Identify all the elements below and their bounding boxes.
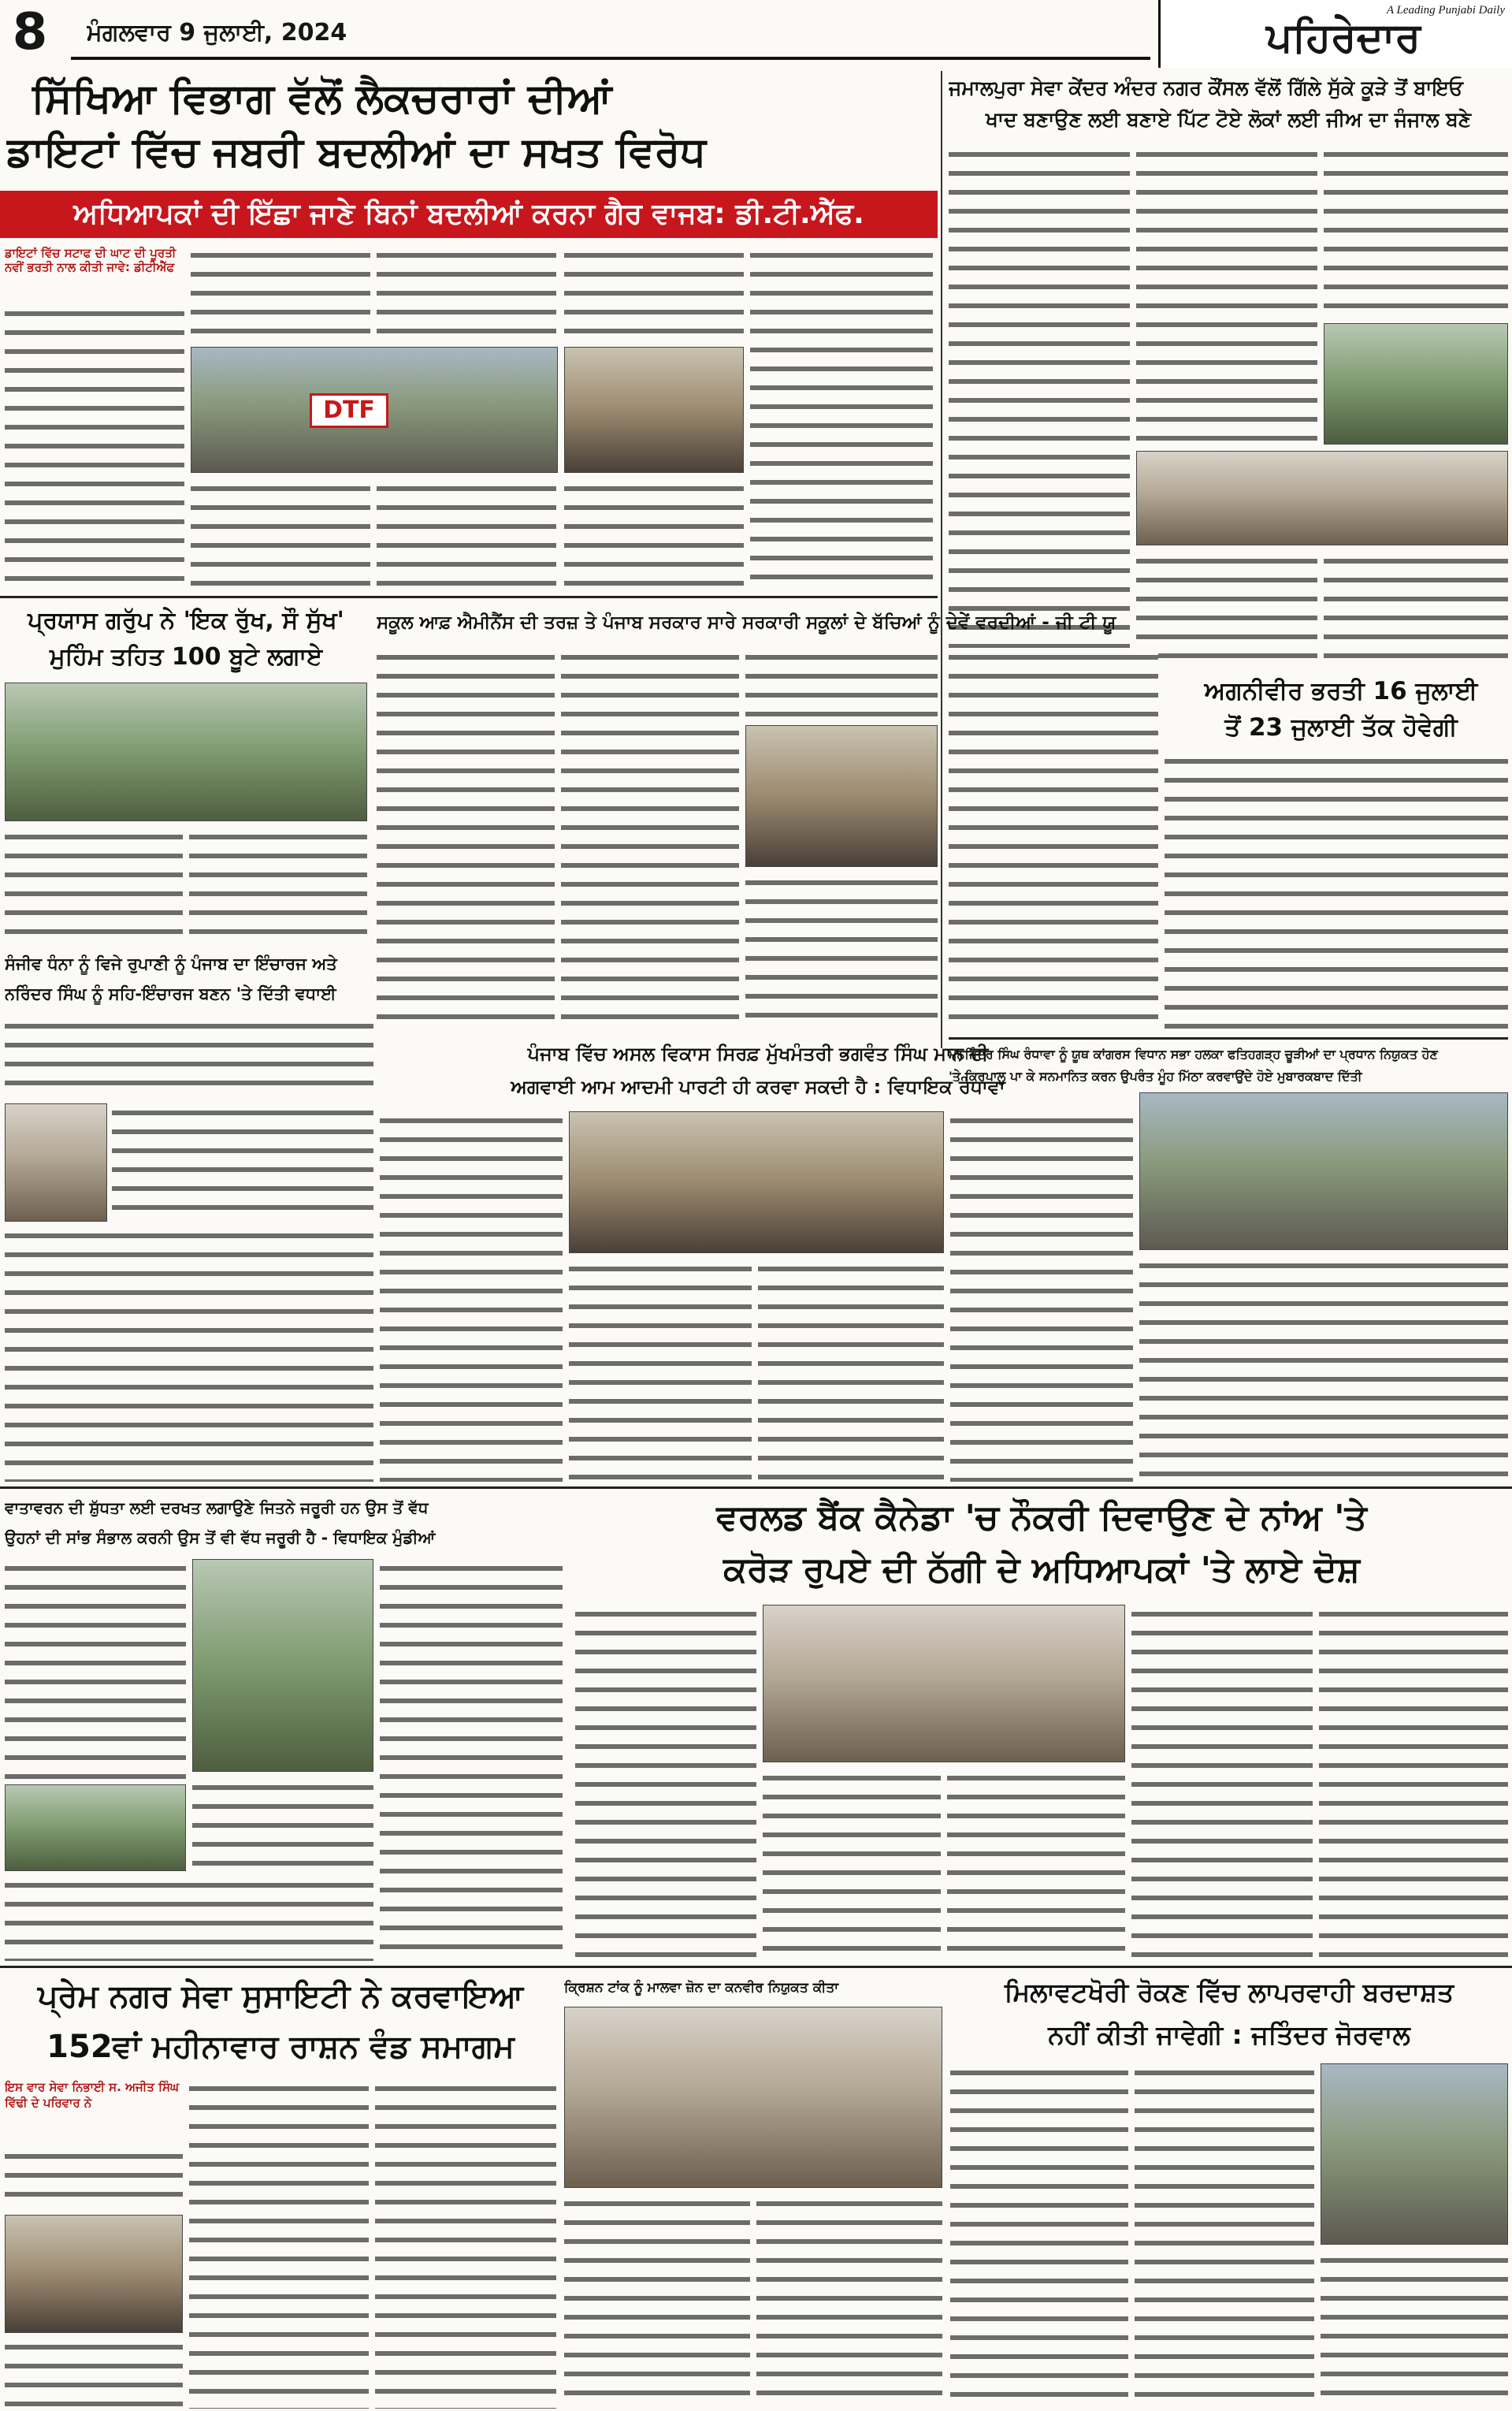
worldbank-photo (763, 1605, 1125, 1762)
dhanna-headline-line2: ਨਰਿੰਦਰ ਸਿੰਘ ਨੂੰ ਸਹਿ-ਇੰਚਾਰਜ ਬਣਨ 'ਤੇ ਦਿੱਤੀ ਵਧਾਈ (5, 984, 336, 1003)
dhanna-body-side (112, 1103, 373, 1222)
tree-headline-line1: ਪ੍ਰਯਾਸ ਗਰੁੱਪ ਨੇ 'ਇਕ ਰੁੱਖ, ਸੌ ਸੁੱਖ' (28, 607, 344, 634)
jamalpura-headline-line1: ਜਮਾਲਪੁਰਾ ਸੇਵਾ ਕੇਂਦਰ ਅੰਦਰ ਨਗਰ ਕੌਂਸਲ ਵੱਲੋਂ ਗਿੱਲੇ ਸੁੱਕੇ ਕੂੜੇ ਤੋਂ ਬਾਇਓ (949, 76, 1463, 99)
malwa-photo (564, 2007, 942, 2188)
environment-headline-line1: ਵਾਤਾਵਰਨ ਦੀ ਸ਼ੁੱਧਤਾ ਲਈ ਦਰਖਤ ਲਗਾਉਣੇ ਜਿਤਨੇ ਜਰੂਰੀ ਹਨ ਉਸ ਤੋਂ ਵੱਧ (5, 1498, 429, 1517)
lead-body-col2-bottom (191, 479, 370, 590)
randhawa-body-col1 (380, 1111, 563, 1482)
environment-body-col3 (380, 1559, 563, 1961)
lead-body-col3-top (377, 246, 556, 340)
worldbank-headline-line1: ਵਰਲਡ ਬੈਂਕ ਕੈਨੇਡਾ 'ਚ ਨੌਕਰੀ ਦਿਵਾਉਣ ਦੇ ਨਾਂਅ 'ਤੇ (716, 1498, 1367, 1538)
school-body-col3-bottom (745, 873, 938, 1026)
randhawa-headline-line1: ਪੰਜਾਬ ਵਿੱਚ ਅਸਲ ਵਿਕਾਸ ਸਿਰਫ਼ ਮੁੱਖਮੰਤਰੀ ਭਗਵੰਤ ਸਿੰਘ ਮਾਨ ਦੀ (527, 1043, 989, 1065)
jamalpura-photo-2 (1136, 451, 1508, 545)
section-rule-bottom (0, 1966, 1512, 1968)
environment-headline-line2: ਉਹਨਾਂ ਦੀ ਸਾਂਭ ਸੰਭਾਲ ਕਰਨੀ ਉਸ ਤੋਂ ਵੀ ਵੱਧ ਜਰੂਰੀ ਹੈ - ਵਿਧਾਇਕ ਮੁੰਡੀਆਂ (5, 1528, 436, 1547)
lead-subheadline: ਅਧਿਆਪਕਾਂ ਦੀ ਇੱਛਾ ਜਾਣੇ ਬਿਨਾਂ ਬਦਲੀਆਂ ਕਰਨਾ ਗੈਰ ਵਾਜਬ: ਡੀ.ਟੀ.ਐੱਫ. (0, 191, 938, 238)
premnagar-byline: ਇਸ ਵਾਰ ਸੇਵਾ ਨਿਭਾਈ ਸ. ਅਜੀਤ ਸਿੰਘ ਵਿੱਢੀ ਦੇ ਪਰਿਵਾਰ ਨੇ (5, 2080, 180, 2110)
lead-body-col2-top (191, 246, 370, 340)
premnagar-body-col2 (189, 2079, 369, 2409)
dhanna-headline-line1: ਸੰਜੀਵ ਧੰਨਾ ਨੂੰ ਵਿਜੇ ਰੁਪਾਣੀ ਨੂੰ ਪੰਜਾਬ ਦਾ ਇੰਚਾਰਜ ਅਤੇ (5, 954, 337, 973)
masthead-rule (71, 57, 1150, 60)
malwa-headline: ਕ੍ਰਿਸ਼ਨ ਟਾਂਕ ਨੂੰ ਮਾਲਵਾ ਜ਼ੋਨ ਦਾ ਕਨਵੀਰ ਨਿਯੁਕਤ ਕੀਤਾ (564, 1980, 839, 1996)
school-body-col3-top (745, 648, 938, 720)
premnagar-body-col3 (375, 2079, 556, 2409)
lead-body-col5 (750, 246, 933, 590)
lead-headline-line1: ਸਿੱਖਿਆ ਵਿਭਾਗ ਵੱਲੋਂ ਲੈਕਚਰਾਰਾਂ ਦੀਆਂ (32, 75, 612, 122)
paper-tagline: A Leading Punjabi Daily (1386, 4, 1505, 17)
tree-photo (5, 683, 367, 821)
lead-photo-2 (564, 347, 744, 473)
tree-headline-line2: ਮੁਹਿੰਮ ਤਹਿਤ 100 ਬੂਟੇ ਲਗਾਏ (49, 643, 323, 671)
premnagar-headline-line2: 152ਵਾਂ ਮਹੀਨਾਵਾਰ ਰਾਸ਼ਨ ਵੰਡ ਸਮਾਗਮ (46, 2029, 515, 2065)
school-body-col2 (561, 648, 739, 1026)
lead-body-col4-top (564, 246, 744, 340)
congress-headline-line2: 'ਤੇ ਕਿਰਪਾਲੂ ਪਾ ਕੇ ਸਨਮਾਨਿਤ ਕਰਨ ਉਪਰੰਤ ਮੂੰਹ ਮਿੱਠਾ ਕਰਵਾਉਂਦੇ ਹੋਏ ਮੁਬਾਰਕਬਾਦ ਦਿੱਤੀ (949, 1069, 1362, 1084)
worldbank-body-col1 (575, 1605, 756, 1961)
lead-headline-line2: ਡਾਇਟਾਂ ਵਿੱਚ ਜਬਰੀ ਬਦਲੀਆਂ ਦਾ ਸਖਤ ਵਿਰੋਧ (6, 128, 707, 176)
malwa-body-col1 (564, 2194, 750, 2409)
jamalpura-photo (1324, 323, 1508, 445)
worldbank-body-col5 (1319, 1605, 1508, 1961)
lead-photo (191, 347, 558, 473)
worldbank-body-col3 (947, 1769, 1125, 1961)
adulteration-headline-line1: ਮਿਲਾਵਟਖੋਰੀ ਰੋਕਣ ਵਿੱਚ ਲਾਪਰਵਾਹੀ ਬਰਦਾਸ਼ਤ (1004, 1977, 1454, 2007)
environment-body-col2 (192, 1778, 373, 1871)
school-body-col1 (377, 648, 555, 1026)
randhawa-body-col3 (758, 1259, 944, 1482)
paper-name: ਪਹਿਰੇਦਾਰ (1266, 13, 1421, 61)
lead-body-col3-bottom (377, 479, 556, 590)
premnagar-headline-line1: ਪ੍ਰੇਮ ਨਗਰ ਸੇਵਾ ਸੁਸਾਇਟੀ ਨੇ ਕਰਵਾਇਆ (37, 1978, 524, 2015)
congress-body (1139, 1256, 1508, 1482)
agniveer-body (1165, 752, 1508, 1036)
agniveer-headline-line2: ਤੋਂ 23 ਜੁਲਾਈ ਤੱਕ ਹੋਵੇਗੀ (1224, 713, 1458, 742)
tree-body-col1 (5, 828, 183, 946)
randhawa-photo (569, 1111, 944, 1253)
adulteration-body-col2 (1135, 2063, 1314, 2409)
dhanna-body-top (5, 1017, 373, 1099)
congress-headline-line1: ਮਨਜਿੰਦਰ ਸਿੰਘ ਰੰਧਾਵਾ ਨੂੰ ਯੂਥ ਕਾਂਗਰਸ ਵਿਧਾਨ ਸਭਾ ਹਲਕਾ ਫਤਿਹਗੜ੍ਹ ਚੂੜੀਆਂ ਦਾ ਪ੍ਰਧਾਨ ਨਿਯੁਕਤ ਹੋਣ (949, 1047, 1438, 1062)
dhanna-portrait (5, 1103, 107, 1222)
column-divider (941, 71, 942, 1048)
randhawa-body-col2 (569, 1259, 752, 1482)
tree-body-col2 (189, 828, 367, 946)
school-body-col4 (949, 648, 1158, 1026)
worldbank-body-col4 (1131, 1605, 1313, 1961)
adulteration-photo (1321, 2063, 1508, 2245)
agniveer-headline-line1: ਅਗਨੀਵੀਰ ਭਰਤੀ 16 ਜੁਲਾਈ (1204, 677, 1478, 705)
dhanna-body-bottom (5, 1226, 373, 1482)
environment-photo-2 (5, 1784, 186, 1871)
page-number: 8 (12, 3, 48, 61)
lead-byline: ਡਾਇਟਾਂ ਵਿੱਚ ਸਟਾਫ ਦੀ ਘਾਟ ਦੀ ਪੂਰਤੀ ਨਵੀਂ ਭਰਤੀ ਨਾਲ ਕੀਤੀ ਜਾਵੇ: ਡੀਟੀਐੱਫ (5, 246, 176, 274)
section-rule (0, 596, 938, 598)
randhawa-headline-line2: ਅਗਵਾਈ ਆਮ ਆਦਮੀ ਪਾਰਟੀ ਹੀ ਕਰਵਾ ਸਕਦੀ ਹੈ : ਵਿਧਾਇਕ ਰੰਧਾਵਾ (511, 1076, 1005, 1098)
environment-photo (192, 1559, 373, 1772)
adulteration-body-col3 (1321, 2251, 1508, 2409)
adulteration-headline-line2: ਨਹੀਂ ਕੀਤੀ ਜਾਵੇਗੀ : ਜਤਿੰਦਰ ਜੋਰਵਾਲ (1048, 2019, 1410, 2050)
adulteration-body-col1 (950, 2063, 1128, 2409)
school-headline: ਸਕੂਲ ਆਫ਼ ਐਮੀਨੈਂਸ ਦੀ ਤਰਜ਼ ਤੇ ਪੰਜਾਬ ਸਰਕਾਰ ਸਾਰੇ ਸਰਕਾਰੀ ਸਕੂਲਾਂ ਦੇ ਬੱਚਿਆਂ ਨੂੰ ਦੇਵੇਂ ਵਰਦੀਆਂ - ਜੀ ਟੀ ਯੂ (377, 612, 1116, 633)
malwa-body-col2 (756, 2194, 942, 2409)
congress-photo (1139, 1092, 1508, 1250)
lead-body-col1 (5, 304, 184, 590)
jamalpura-body-col3 (1324, 145, 1508, 318)
school-photo (745, 725, 938, 867)
premnagar-body-col1-top (5, 2147, 183, 2210)
jamalpura-body-col3-bottom (1324, 552, 1508, 665)
lead-body-col4-bottom (564, 479, 744, 590)
randhawa-body-col4 (950, 1111, 1133, 1482)
worldbank-headline-line2: ਕਰੋੜ ਰੁਪਏ ਦੀ ਠੱਗੀ ਦੇ ਅਧਿਆਪਕਾਂ 'ਤੇ ਲਾਏ ਦੋਸ਼ (723, 1550, 1360, 1590)
environment-body-col1 (5, 1559, 186, 1780)
dtf-banner-text: DTF (310, 393, 388, 428)
jamalpura-body-col1 (949, 145, 1130, 665)
premnagar-body-col1-bottom (5, 2338, 183, 2409)
issue-date: ਮੰਗਲਵਾਰ 9 ਜੁਲਾਈ, 2024 (87, 19, 347, 47)
jamalpura-headline-line2: ਖਾਦ ਬਣਾਉਣ ਲਈ ਬਣਾਏ ਪਿੱਟ ਟੋਏ ਲੋਕਾਂ ਲਈ ਜੀਅ ਦਾ ਜੰਜਾਲ ਬਣੇ (985, 108, 1472, 131)
worldbank-body-col2 (763, 1769, 941, 1961)
environment-body-bottom (5, 1876, 373, 1961)
jamalpura-body-col2 (1136, 145, 1317, 445)
premnagar-photo (5, 2215, 183, 2333)
section-rule-wide (0, 1486, 1512, 1489)
